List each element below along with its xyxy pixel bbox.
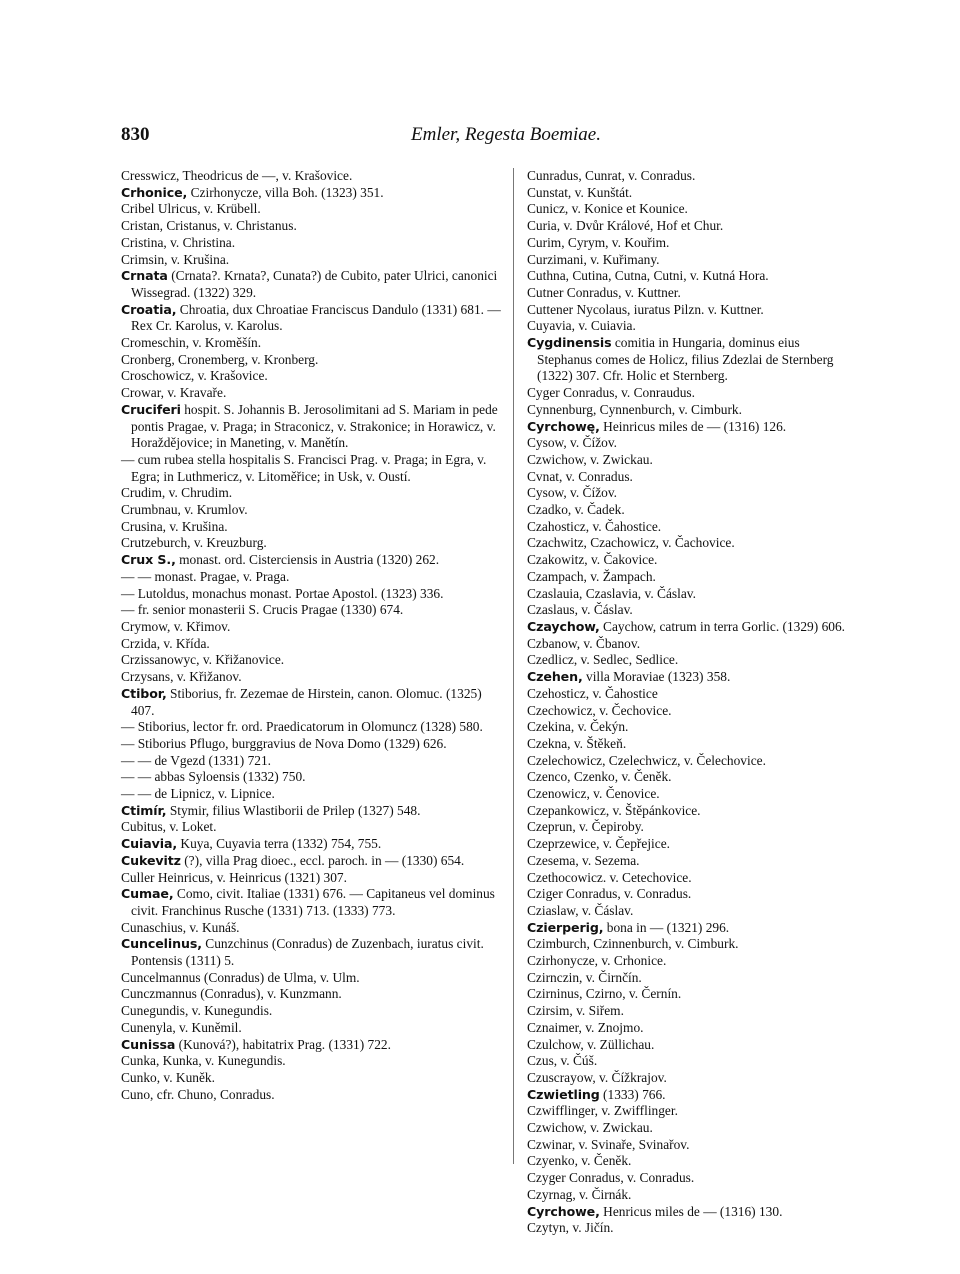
entry-text: Stiborius, fr. Zezemae de Hirstein, canon. Olomuc. (1325) 407.: [131, 685, 482, 718]
index-entry: [527, 1170, 851, 1187]
entry-text: Czwinar, v. Svinaře, Svinařov.: [527, 1136, 690, 1152]
entry-text: Como, civit. Italiae (1331) 676. — Capitaneus vel dominus civit. Franchinus Rusche (1331) 713. (1333) 773.: [131, 886, 495, 918]
index-entry: [121, 803, 505, 820]
entry-text: Crudim, v. Chrudim.: [121, 485, 233, 501]
index-entry: [527, 753, 851, 770]
index-entry: [121, 936, 505, 969]
entry-text: Cronberg, Cronemberg, v. Kronberg.: [121, 351, 319, 367]
index-entry: [121, 986, 505, 1003]
entry-text: Cuthna, Cutina, Cutna, Cutni, v. Kutná Hora.: [527, 268, 769, 284]
entry-text: Cunstat, v. Kunštát.: [527, 184, 633, 200]
index-entry: [527, 185, 851, 202]
index-entry: [527, 502, 851, 519]
right-column: [527, 168, 851, 1237]
entry-text: Cristina, v. Christina.: [121, 234, 236, 250]
entry-text: Czahosticz, v. Čahostice.: [527, 518, 662, 534]
entry-text: Czyger Conradus, v. Conradus.: [527, 1170, 695, 1186]
index-entry: [121, 535, 505, 552]
index-entry: [121, 485, 505, 502]
entry-text: hospit. S. Johannis B. Jerosolimitani ad S. Mariam in pede pontis Pragae, v. Praga; in Straconicz, v. Strakonice; in Horawicz, v. Horaždějovice; in Maneting, v. Manětín.: [131, 401, 498, 451]
entry-text: Czedlicz, v. Sedlec, Sedlice.: [527, 652, 679, 668]
entry-text: Cyger Conradus, v. Conraudus.: [527, 385, 695, 401]
index-entry: [527, 419, 851, 436]
entry-headword: Czierperig,: [527, 919, 604, 935]
entry-text: — — monast. Pragae, v. Praga.: [121, 568, 290, 584]
index-entry: [527, 1103, 851, 1120]
entry-text: Czirnczin, v. Čirnčín.: [527, 969, 642, 985]
entry-text: Czyenko, v. Čeněk.: [527, 1153, 632, 1169]
entry-text: Cysow, v. Čížov.: [527, 435, 618, 451]
entry-text: Czwichow, v. Zwickau.: [527, 451, 653, 467]
index-entry: [527, 1053, 851, 1070]
entry-text: Crzysans, v. Křižanov.: [121, 669, 242, 685]
entry-text: Czekina, v. Čekýn.: [527, 719, 629, 735]
index-entry: [121, 402, 505, 452]
index-entry: [527, 652, 851, 669]
index-entry: [121, 686, 505, 719]
index-entry: [527, 268, 851, 285]
entry-text: Curia, v. Dvůr Králové, Hof et Chur.: [527, 218, 724, 234]
entry-headword: Cygdinensis: [527, 335, 612, 351]
index-entry: [527, 886, 851, 903]
entry-text: — Stiborius, lector fr. ord. Praedicatorum in Olomuncz (1328) 580.: [121, 719, 483, 735]
index-entry: [527, 1087, 851, 1104]
column-divider: [513, 168, 514, 1164]
entry-text: Czakowitz, v. Čakovice.: [527, 552, 658, 568]
entry-text: monast. ord. Cisterciensis in Austria (1320) 262.: [175, 552, 440, 568]
index-entry: [121, 519, 505, 536]
entry-text: Cribel Ulricus, v. Krübell.: [121, 201, 261, 217]
entry-text: Czbanow, v. Čbanov.: [527, 635, 641, 651]
index-entry: [121, 886, 505, 919]
entry-headword: Cunissa: [121, 1036, 176, 1052]
entry-text: Czenco, Czenko, v. Čeněk.: [527, 769, 672, 785]
index-entry: [121, 302, 505, 335]
entry-text: Czenowicz, v. Čenovice.: [527, 786, 660, 802]
index-entry: [527, 435, 851, 452]
entry-headword: Cumae,: [121, 886, 174, 902]
index-entry: [121, 1037, 505, 1054]
entry-text: Czulchow, v. Züllichau.: [527, 1036, 655, 1052]
entry-text: Cysow, v. Čížov.: [527, 485, 618, 501]
index-entry: [121, 268, 505, 301]
index-entry: [121, 368, 505, 385]
index-entry: [527, 669, 851, 686]
entry-headword: Crhonice,: [121, 184, 188, 200]
index-entry: [121, 652, 505, 669]
index-entry: [121, 920, 505, 937]
index-entry: [527, 335, 851, 385]
entry-text: — — de Vgezd (1331) 721.: [121, 752, 271, 768]
entry-text: Henricus miles de — (1316) 130.: [599, 1203, 783, 1219]
entry-text: Czus, v. Čúš.: [527, 1053, 598, 1069]
index-entry: [527, 452, 851, 469]
entry-text: Crzissanowyc, v. Křižanovice.: [121, 652, 285, 668]
entry-text: Czirsim, v. Siřem.: [527, 1003, 624, 1019]
index-entry: [121, 719, 505, 736]
index-entry: [527, 385, 851, 402]
entry-text: Crzida, v. Křída.: [121, 635, 210, 651]
index-entry: [121, 970, 505, 987]
entry-text: — — abbas Syloensis (1332) 750.: [121, 769, 306, 785]
index-entry: [527, 1070, 851, 1087]
entry-text: Cznaimer, v. Znojmo.: [527, 1019, 644, 1035]
index-entry: [527, 201, 851, 218]
index-entry: [527, 819, 851, 836]
index-entry: [527, 953, 851, 970]
entry-text: Czeprun, v. Čepiroby.: [527, 819, 644, 835]
entry-text: Cromeschin, v. Kroměšín.: [121, 335, 262, 351]
entry-text: — cum rubea stella hospitalis S. Francisci Prag. v. Praga; in Egra, v. Egra; in Luthmericz, v. Litoměřice; in Usk, v. Oustí.: [121, 451, 487, 484]
entry-headword: Cruciferi: [121, 401, 181, 417]
index-entry: [527, 469, 851, 486]
entry-text: Czytyn, v. Jičín.: [527, 1220, 614, 1236]
entry-text: Curim, Cyrym, v. Kouřim.: [527, 234, 670, 250]
index-entry: [527, 1187, 851, 1204]
index-entry: [527, 318, 851, 335]
index-entry: [527, 870, 851, 887]
index-entry: [121, 1020, 505, 1037]
index-entry: [527, 619, 851, 636]
index-entry: [121, 1053, 505, 1070]
index-entry: [527, 920, 851, 937]
entry-text: bona in — (1321) 296.: [603, 919, 730, 935]
entry-text: Crusina, v. Krušina.: [121, 518, 228, 534]
entry-text: Czaslaus, v. Čáslav.: [527, 602, 633, 618]
index-entry: [121, 552, 505, 569]
entry-text: Czwichow, v. Zwickau.: [527, 1120, 653, 1136]
entry-text: Czwifflinger, v. Zwifflinger.: [527, 1103, 678, 1119]
entry-headword: Crnata: [121, 268, 168, 284]
index-entry: [527, 803, 851, 820]
index-entry: [527, 485, 851, 502]
index-entry: [527, 1020, 851, 1037]
entry-text: comitia in Hungaria, dominus eius Stephanus comes de Holicz, filius Zdezlai de Sternberg (1322) 307. Cfr. Holic et Sternberg.: [537, 335, 834, 384]
index-entry: [121, 669, 505, 686]
entry-text: — — de Lipnicz, v. Lipnice.: [121, 786, 275, 802]
index-entry: [121, 786, 505, 803]
index-entry: [121, 452, 505, 485]
entry-text: Cunenyla, v. Kuněmil.: [121, 1019, 242, 1035]
page-number: 830: [121, 124, 150, 145]
index-entry: [527, 402, 851, 419]
entry-text: Czyrnag, v. Čirnák.: [527, 1186, 632, 1202]
entry-headword: Czehen,: [527, 669, 583, 685]
entry-headword: Cyrchowe,: [527, 1203, 600, 1219]
entry-text: Czekna, v. Štěkeň.: [527, 735, 627, 751]
entry-text: Czepankowicz, v. Štěpánkovice.: [527, 802, 701, 818]
index-entry: [121, 636, 505, 653]
entry-text: Cuno, cfr. Chuno, Conradus.: [121, 1086, 275, 1102]
index-entry: [527, 986, 851, 1003]
index-entry: [527, 218, 851, 235]
entry-text: Czachwitz, Czachowicz, v. Čachovice.: [527, 535, 735, 551]
index-entry: [527, 786, 851, 803]
index-entry: [121, 385, 505, 402]
running-title: Emler, Regesta Boemiae.: [411, 124, 601, 145]
entry-text: Czirninus, Czirno, v. Černín.: [527, 986, 682, 1002]
entry-text: Czaslauia, Czaslavia, v. Čáslav.: [527, 585, 696, 601]
entry-text: Cubitus, v. Loket.: [121, 819, 217, 835]
entry-text: Czehosticz, v. Čahostice: [527, 685, 658, 701]
index-entry: [121, 769, 505, 786]
index-entry: [527, 903, 851, 920]
index-entry: [527, 552, 851, 569]
entry-text: Cresswicz, Theodricus de —, v. Krašovice.: [121, 168, 353, 183]
entry-text: Czethocowicz. v. Cetechovice.: [527, 869, 692, 885]
entry-text: Cutner Conradus, v. Kuttner.: [527, 284, 681, 300]
entry-headword: Croatia,: [121, 301, 177, 317]
entry-headword: Crux S.,: [121, 552, 176, 568]
index-entry: [527, 535, 851, 552]
index-entry: [527, 285, 851, 302]
index-entry: [527, 235, 851, 252]
entry-text: Crutzeburch, v. Kreuzburg.: [121, 535, 267, 551]
index-entry: [527, 1153, 851, 1170]
index-entry: [527, 302, 851, 319]
entry-text: Cziaslaw, v. Čáslav.: [527, 902, 634, 918]
page-header: [121, 124, 841, 150]
index-entry: [121, 502, 505, 519]
index-entry: [527, 936, 851, 953]
entry-text: Czirhonycze, villa Boh. (1323) 351.: [187, 184, 384, 200]
index-entry: [527, 1037, 851, 1054]
entry-text: (1333) 766.: [599, 1086, 666, 1102]
entry-text: Czadko, v. Čadek.: [527, 502, 625, 518]
entry-text: Cunka, Kunka, v. Kunegundis.: [121, 1053, 286, 1069]
entry-text: Cristan, Cristanus, v. Christanus.: [121, 218, 297, 234]
index-entry: [121, 1070, 505, 1087]
index-entry: [121, 586, 505, 603]
entry-headword: Ctibor,: [121, 685, 167, 701]
entry-text: Heinricus miles de — (1316) 126.: [599, 418, 787, 434]
index-entry: [527, 1003, 851, 1020]
index-entry: [121, 819, 505, 836]
entry-text: Cunko, v. Kuněk.: [121, 1069, 215, 1085]
entry-text: Stymir, filius Wlastiborii de Prilep (1327) 548.: [166, 802, 421, 818]
index-entry: [121, 218, 505, 235]
entry-headword: Cuncelinus,: [121, 936, 202, 952]
entry-text: Cuyavia, v. Cuiavia.: [527, 318, 636, 334]
index-entry: [527, 736, 851, 753]
index-entry: [527, 586, 851, 603]
index-entry: [121, 602, 505, 619]
entry-text: Crowar, v. Kravaře.: [121, 385, 227, 401]
index-entry: [527, 602, 851, 619]
entry-headword: Czaychow,: [527, 618, 600, 634]
entry-text: (?), villa Prag dioec., eccl. paroch. in — (1330) 654.: [180, 852, 465, 868]
entry-text: Czimburch, Czinnenburch, v. Cimburk.: [527, 936, 739, 952]
entry-text: Czuscrayow, v. Čížkrajov.: [527, 1069, 667, 1085]
entry-text: Czeprzewice, v. Čepřejice.: [527, 836, 671, 852]
index-entry: [527, 519, 851, 536]
index-entry: [121, 1003, 505, 1020]
entry-text: Cynnenburg, Cynnenburch, v. Cimburk.: [527, 401, 742, 417]
left-column: [121, 168, 505, 1103]
entry-text: Cziger Conradus, v. Conradus.: [527, 886, 692, 902]
entry-headword: Cuiavia,: [121, 836, 178, 852]
entry-headword: Czwietling: [527, 1086, 600, 1102]
index-entry: [527, 686, 851, 703]
index-entry: [527, 853, 851, 870]
index-entry: [527, 719, 851, 736]
entry-text: Curzimani, v. Kuřimany.: [527, 251, 660, 267]
index-entry: [527, 569, 851, 586]
entry-text: Czampach, v. Žampach.: [527, 568, 656, 584]
index-entry: [527, 636, 851, 653]
entry-headword: Cyrchowę,: [527, 418, 600, 434]
index-entry: [121, 619, 505, 636]
index-entry: [121, 853, 505, 870]
entry-text: — fr. senior monasterii S. Crucis Pragae (1330) 674.: [121, 602, 404, 618]
entry-text: Crumbnau, v. Krumlov.: [121, 502, 248, 518]
index-entry: [527, 1204, 851, 1221]
index-entry: [121, 235, 505, 252]
entry-text: Cunicz, v. Konice et Kounice.: [527, 201, 688, 217]
entry-text: Czelechowicz, Czelechwicz, v. Čelechovice.: [527, 752, 766, 768]
entry-text: Cvnat, v. Conradus.: [527, 468, 633, 484]
index-entry: [527, 168, 851, 185]
index-entry: [527, 1220, 851, 1237]
index-entry: [121, 1087, 505, 1104]
index-entry: [121, 569, 505, 586]
entry-text: Caychow, catrum in terra Gorlic. (1329) 606.: [599, 618, 845, 634]
entry-text: (Crnata?. Krnata?, Cunata?) de Cubito, pater Ulrici, canonici Wissegrad. (1322) 329.: [131, 268, 498, 300]
index-entry: [527, 836, 851, 853]
index-entry: [121, 870, 505, 887]
entry-text: Crymow, v. Křimov.: [121, 618, 231, 634]
index-entry: [121, 168, 505, 185]
entry-text: Cunzchinus (Conradus) de Zuzenbach, iuratus civit. Pontensis (1311) 5.: [131, 936, 484, 969]
index-entry: [121, 736, 505, 753]
index-entry: [121, 753, 505, 770]
index-entry: [121, 352, 505, 369]
entry-text: — Stiborius Pflugo, burggravius de Nova Domo (1329) 626.: [121, 735, 447, 751]
entry-text: Czirhonycze, v. Crhonice.: [527, 953, 667, 969]
index-entry: [527, 1137, 851, 1154]
index-entry: [121, 185, 505, 202]
index-entry: [121, 836, 505, 853]
entry-text: Czesema, v. Sezema.: [527, 852, 640, 868]
index-entry: [527, 1120, 851, 1137]
entry-text: Kuya, Cuyavia terra (1332) 754, 755.: [177, 836, 382, 852]
entry-text: Cunradus, Cunrat, v. Conradus.: [527, 168, 696, 183]
entry-text: (Kunová?), habitatrix Prag. (1331) 722.: [175, 1036, 391, 1052]
entry-text: Cuttener Nycolaus, iuratus Pilzn. v. Kuttner.: [527, 301, 764, 317]
index-entry: [121, 201, 505, 218]
entry-text: Cuncelmannus (Conradus) de Ulma, v. Ulm.: [121, 969, 360, 985]
index-entry: [121, 252, 505, 269]
entry-headword: Ctimír,: [121, 802, 167, 818]
entry-text: Chroatia, dux Chroatiae Franciscus Dandulo (1331) 681. — Rex Cr. Karolus, v. Karolus.: [131, 301, 501, 334]
entry-text: Culler Heinricus, v. Heinricus (1321) 307.: [121, 869, 347, 885]
entry-text: Cunegundis, v. Kunegundis.: [121, 1003, 273, 1019]
entry-text: Croschowicz, v. Krašovice.: [121, 368, 268, 384]
entry-text: villa Moraviae (1323) 358.: [582, 669, 731, 685]
index-entry: [527, 970, 851, 987]
index-entry: [527, 252, 851, 269]
entry-text: Czechowicz, v. Čechovice.: [527, 702, 672, 718]
entry-text: Crimsin, v. Krušina.: [121, 251, 230, 267]
entry-headword: Cukevitz: [121, 852, 181, 868]
index-entry: [121, 335, 505, 352]
entry-text: Cunaschius, v. Kunáš.: [121, 919, 240, 935]
entry-text: Cunczmannus (Conradus), v. Kunzmann.: [121, 986, 342, 1002]
index-entry: [527, 769, 851, 786]
entry-text: — Lutoldus, monachus monast. Portae Apostol. (1323) 336.: [121, 585, 444, 601]
index-entry: [527, 703, 851, 720]
